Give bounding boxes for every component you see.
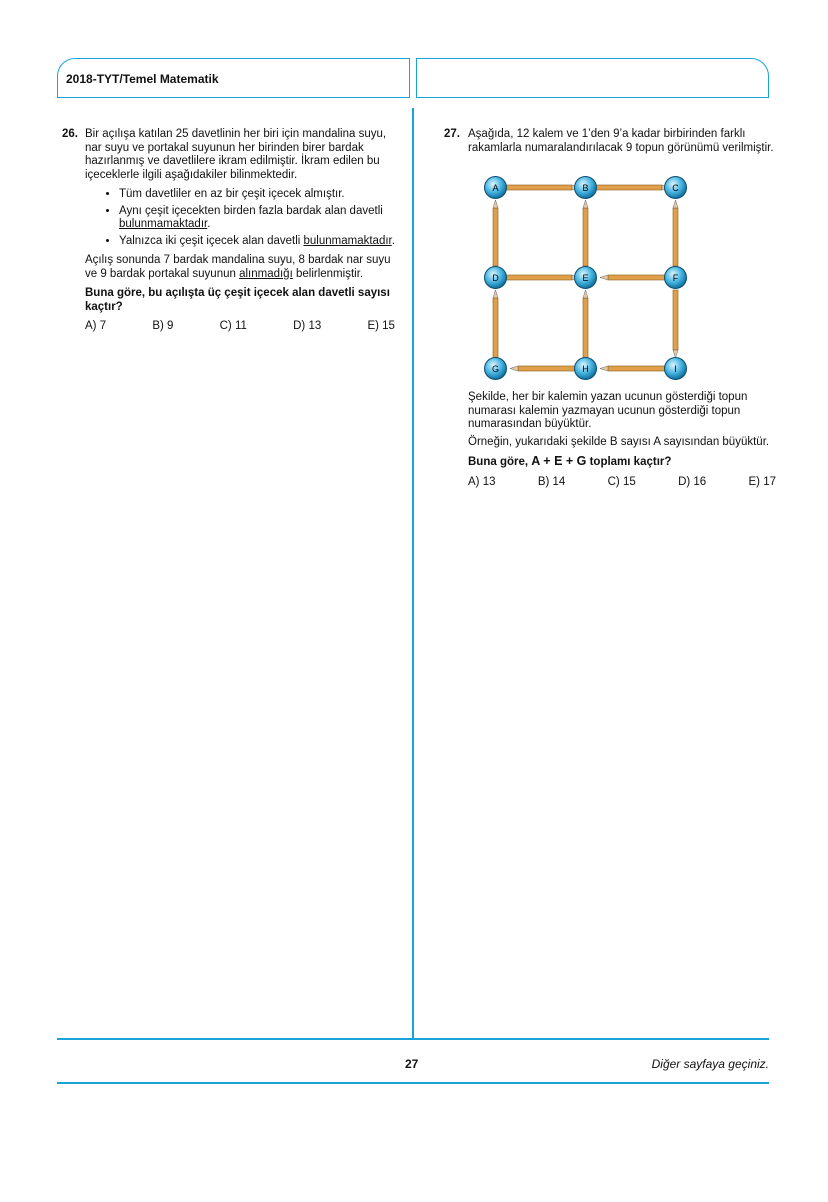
pencil-h-e [583, 290, 588, 358]
q26-options [85, 320, 395, 334]
footer-line-bottom [57, 1082, 769, 1084]
q27-option-b[interactable]: B) 14 [537, 475, 566, 488]
q27-intro: Aşağıda, 12 kalem ve 1’den 9’a kadar birbirinden farklı rakamlarla numaralandırılacak 9 topun görünümü verilmiştir. [468, 128, 774, 154]
ball-h [575, 358, 597, 380]
q26-intro: Bir açılışa katılan 25 davetlinin her biri için mandalina suyu, nar suyu ve portakal suyunun her birinden birer bardak hazırlanmış ve davetlilere ikram edilmiştir. İkram edilen bu içeceklerle ilgili aşağıdakiler bilinmektedir. [85, 128, 387, 181]
svg-text:I: I [674, 364, 677, 374]
q26-bullets [85, 188, 395, 248]
svg-text:C: C [672, 183, 679, 193]
column-divider [412, 108, 414, 1040]
svg-text:F: F [672, 273, 679, 283]
q27-options [468, 476, 776, 490]
question-26 [85, 128, 395, 334]
header-right-box [416, 58, 769, 98]
q27-option-c[interactable]: C) 15 [607, 475, 636, 488]
question-27-body [468, 391, 776, 489]
svg-text:H: H [582, 364, 589, 374]
ball-f [665, 267, 687, 289]
question-27-intro [468, 128, 776, 161]
q26-info: Açılış sonunda 7 bardak mandalina suyu, 8 bardak nar suyu ve 9 bardak portakal suyunun alınmadığı belirlenmiştir. [85, 254, 391, 280]
pencil-f-c [673, 200, 678, 266]
q26-option-e[interactable]: E) 15 [367, 320, 395, 332]
q27-question: Buna göre, A + E + G toplamı kaçtır? [468, 454, 672, 468]
q26-option-c[interactable]: C) 11 [219, 320, 247, 332]
svg-text:D: D [492, 273, 499, 283]
q26-option-d[interactable]: D) 13 [293, 320, 322, 332]
q27-para2: Örneğin, yukarıdaki şekilde B sayısı A sayısından büyüktür. [468, 435, 770, 448]
pencil-f-i [673, 290, 678, 358]
q26-bullet-1: • Tüm davetliler en az bir çeşit içecek almıştır. [119, 188, 395, 202]
svg-text:A: A [492, 183, 499, 193]
next-page-note: Diğer sayfaya geçiniz. [651, 1057, 769, 1071]
footer-line-top [57, 1038, 769, 1040]
pencil-d-a [493, 200, 498, 266]
ball-g [485, 358, 507, 380]
pencil-a-b [506, 185, 580, 190]
svg-text:G: G [491, 364, 500, 374]
q26-question: Buna göre, bu açılışta üç çeşit içecek alan davetli sayısı kaçtır? [85, 287, 390, 313]
pencil-h-g [510, 366, 584, 371]
pencil-i-h [600, 366, 674, 371]
pencil-ball-figure [470, 172, 710, 387]
pencil-d-e [506, 275, 580, 280]
q26-bullet-2: • Aynı çeşit içecekten birden fazla bardak alan davetli bulunmamaktadır. [119, 205, 395, 232]
pencil-e-b [583, 200, 588, 266]
ball-c [665, 177, 687, 199]
q27-number: 27. [444, 128, 460, 140]
q26-option-b[interactable]: B) 9 [152, 320, 174, 332]
ball-a [485, 177, 507, 199]
ball-e [575, 267, 597, 289]
q26-number: 26. [62, 128, 78, 140]
svg-text:B: B [582, 183, 589, 193]
q27-option-a[interactable]: A) 13 [468, 475, 496, 488]
pencil-f-e [600, 275, 674, 280]
ball-i [665, 358, 687, 380]
q27-para1: Şekilde, her bir kalemin yazan ucunun gösterdiği topun numarası kalemin yazmayan ucunun gösterdiği topun numarasından büyüktür. [468, 391, 748, 430]
q26-option-a[interactable]: A) 7 [85, 320, 107, 332]
svg-text:E: E [582, 273, 589, 283]
ball-b [575, 177, 597, 199]
q27-option-d[interactable]: D) 16 [678, 475, 707, 488]
page-number: 27 [405, 1057, 419, 1071]
q26-bullet-3: • Yalnızca iki çeşit içecek alan davetli bulunmamaktadır. [119, 235, 395, 249]
page-title: 2018-TYT/Temel Matematik [66, 72, 219, 86]
ball-d [485, 267, 507, 289]
pencil-b-c [596, 185, 670, 190]
q27-option-e[interactable]: E) 17 [748, 475, 776, 488]
pencil-g-d [493, 290, 498, 358]
